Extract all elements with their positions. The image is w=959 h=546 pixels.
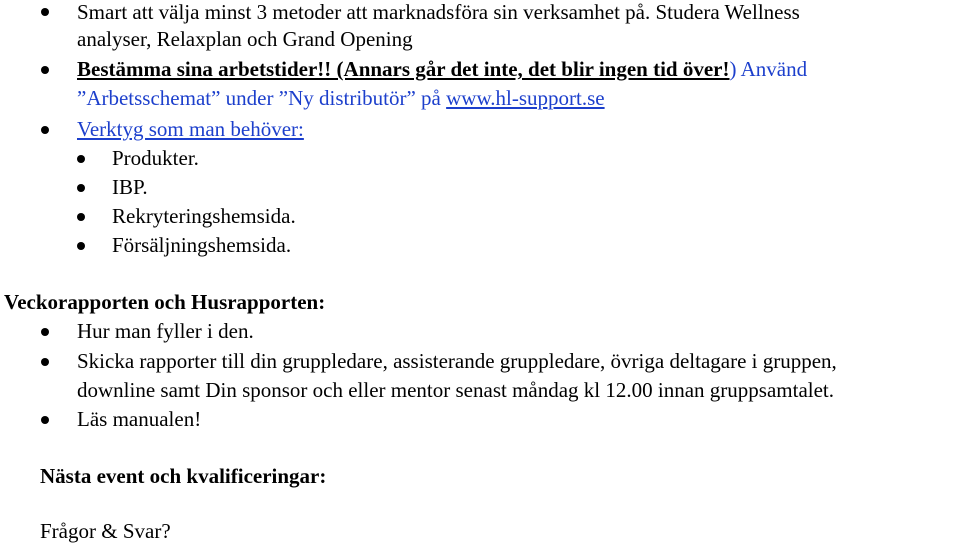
list-item-marketing-line2: analyser, Relaxplan och Grand Opening <box>77 27 413 51</box>
list-item-fill-in: Hur man fyller i den. <box>77 319 254 343</box>
list-item-send-reports-line1: Skicka rapporter till din gruppledare, assisterande gruppledare, övriga deltagare i gruppen, <box>77 349 837 373</box>
bullet-icon <box>41 8 49 16</box>
hl-support-link[interactable]: www.hl-support.se <box>446 86 605 110</box>
list-item-marketing-line1: Smart att välja minst 3 metoder att marknadsföra sin verksamhet på. Studera Wellness <box>77 0 800 24</box>
bullet-icon <box>41 358 49 366</box>
worktime-emphasis: Bestämma sina arbetstider!! (Annars går det inte, det blir ingen tid över! <box>77 57 730 81</box>
bullet-icon <box>41 66 49 74</box>
bullet-icon <box>77 213 85 221</box>
sub-list-item-recruiting-site: Rekryteringshemsida. <box>112 204 296 228</box>
section-heading-reports: Veckorapporten och Husrapporten: <box>4 290 326 314</box>
section-heading-events: Nästa event och kvalificeringar: <box>40 464 327 488</box>
bullet-icon <box>77 242 85 250</box>
bullet-icon <box>41 416 49 424</box>
list-item-worktime-line2 <box>77 86 605 110</box>
list-item-tools: Verktyg som man behöver: <box>77 117 304 141</box>
list-item-worktime-line1 <box>77 57 807 81</box>
bullet-icon <box>41 328 49 336</box>
bullet-icon <box>41 126 49 134</box>
bullet-icon <box>77 155 85 163</box>
sub-list-item-ibp: IBP. <box>112 175 148 199</box>
worktime-line2-text: ”Arbetsschemat” under ”Ny distributör” på <box>77 86 447 110</box>
worktime-tail: ) Använd <box>729 57 808 81</box>
qa-text: Frågor & Svar? <box>40 519 171 543</box>
list-item-send-reports-line2: downline samt Din sponsor och eller mentor senast måndag kl 12.00 innan gruppsamtalet. <box>77 378 835 402</box>
sub-list-item-products: Produkter. <box>112 146 199 170</box>
bullet-icon <box>77 184 85 192</box>
list-item-read-manual: Läs manualen! <box>77 407 202 431</box>
sub-list-item-sales-site: Försäljningshemsida. <box>112 233 292 257</box>
